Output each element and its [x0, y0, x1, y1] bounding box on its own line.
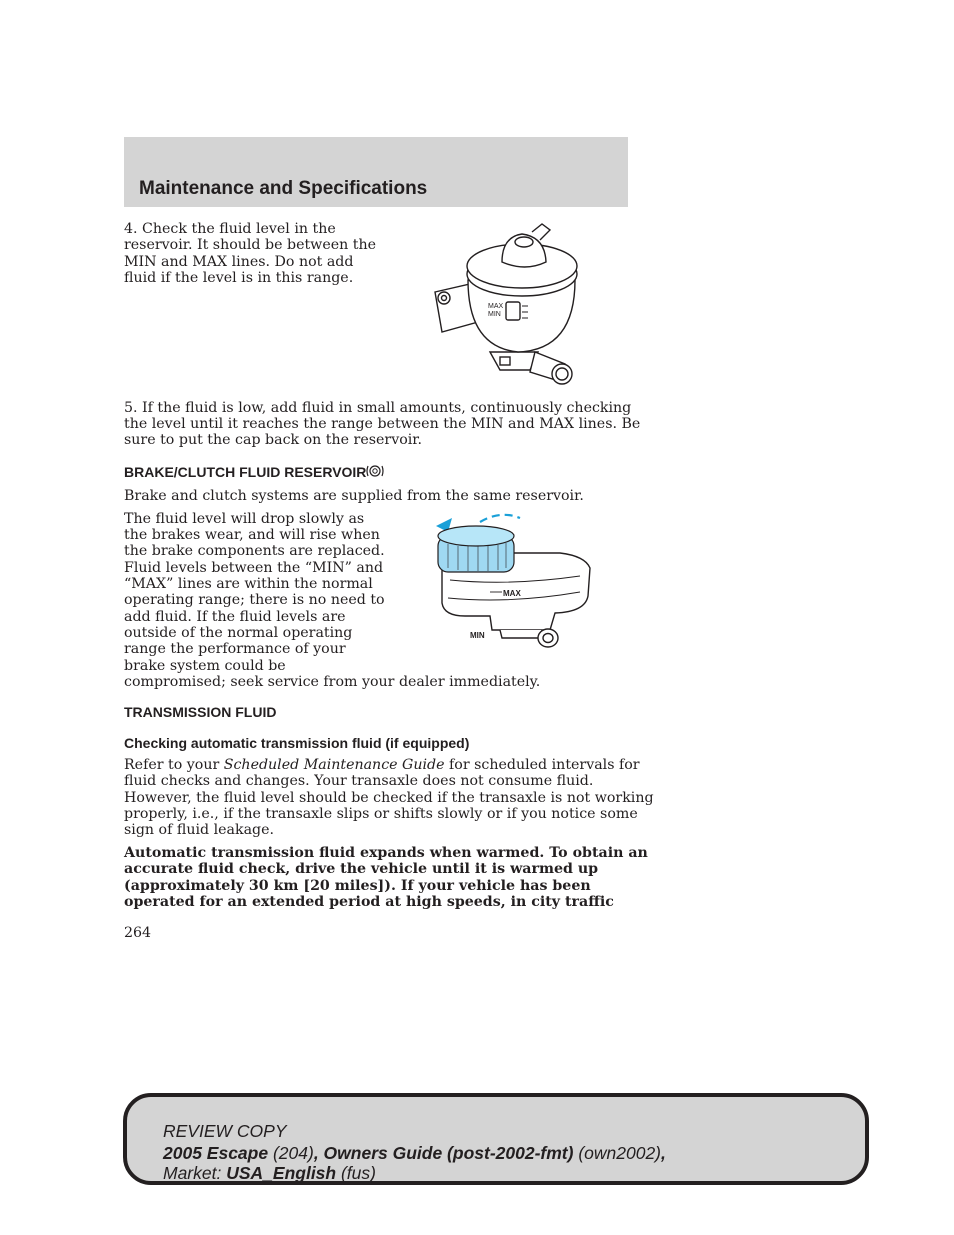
brake-body-line-7: add fluid. If the fluid levels are [124, 609, 346, 625]
warning-line-4: operated for an extended period at high speeds, in city traffic [124, 894, 614, 910]
market-code: (fus) [336, 1163, 376, 1183]
brake-max-label: MAX [503, 589, 521, 598]
transmission-p1-line-1 [124, 757, 640, 773]
p1-suffix: for scheduled intervals for [444, 757, 640, 773]
brake-body-line-1: The fluid level will drop slowly as [124, 511, 365, 527]
market-label: Market: [163, 1163, 227, 1183]
market-name: USA_English [226, 1163, 337, 1183]
step5-line-1: 5. If the fluid is low, add fluid in small amounts, continuously checking [124, 400, 632, 416]
section-title: Maintenance and Specifications [139, 178, 428, 199]
max-mark-label: MAX [488, 303, 504, 310]
brake-body-last-line: compromised; seek service from your dealer immediately. [124, 674, 541, 690]
brake-intro: Brake and clutch systems are supplied from the same reservoir. [124, 488, 584, 504]
section-header-band [124, 137, 628, 207]
p1-prefix: Refer to your [124, 757, 224, 773]
brake-body-line-9: range the performance of your [124, 641, 346, 657]
brake-body-line-10: brake system could be [124, 658, 286, 674]
review-copy-box [123, 1093, 869, 1185]
model-code: (204) [268, 1143, 314, 1163]
fluid-reservoir-illustration [430, 222, 595, 387]
step5-line-3: sure to put the cap back on the reservoir. [124, 432, 423, 448]
scheduled-maintenance-guide-ref: Scheduled Maintenance Guide [223, 757, 445, 773]
brake-reservoir-illustration [430, 508, 595, 653]
brake-body-line-5: “MAX” lines are within the normal [124, 576, 373, 592]
review-model-line [163, 1143, 666, 1163]
brake-fluid-symbol-icon [366, 462, 384, 480]
transmission-p1-line-4: properly, i.e., if the transaxle slips or shifts slowly or if you notice some [124, 806, 638, 822]
guide-name: Owners Guide (post-2002-fmt) [323, 1143, 574, 1163]
brake-min-label: MIN [470, 631, 485, 640]
warning-line-3: (approximately 30 km [20 miles]). If your vehicle has been [124, 878, 591, 894]
step4-line-2: reservoir. It should be between the [124, 237, 376, 253]
step4-line-3: MIN and MAX lines. Do not add [124, 254, 354, 270]
model-name: 2005 Escape [163, 1143, 269, 1163]
review-market-line [163, 1163, 376, 1183]
min-mark-label: MIN [488, 311, 501, 318]
transmission-p1-line-5: sign of fluid leakage. [124, 822, 275, 838]
brake-reservoir-heading [124, 462, 384, 480]
transmission-subheading: Checking automatic transmission fluid (if equipped) [124, 735, 470, 751]
guide-code: (own2002) [573, 1143, 662, 1163]
step5-line-2: the level until it reaches the range between the MIN and MAX lines. Be [124, 416, 641, 432]
separator-1: , [313, 1143, 324, 1163]
separator-2: , [661, 1143, 666, 1163]
transmission-p1-line-3: However, the fluid level should be checked if the transaxle is not working [124, 790, 654, 806]
brake-body-line-2: the brakes wear, and will rise when [124, 527, 380, 543]
brake-heading-text: BRAKE/CLUTCH FLUID RESERVOIR [124, 464, 367, 480]
brake-body-line-3: the brake components are replaced. [124, 543, 385, 559]
transmission-p1-line-2: fluid checks and changes. Your transaxle does not consume fluid. [124, 773, 594, 789]
review-copy-label: REVIEW COPY [163, 1121, 287, 1141]
step4-line-4: fluid if the level is in this range. [124, 270, 354, 286]
brake-body-line-4: Fluid levels between the “MIN” and [124, 560, 384, 576]
warning-line-2: accurate fluid check, drive the vehicle until it is warmed up [124, 861, 599, 877]
brake-body-line-8: outside of the normal operating [124, 625, 353, 641]
transmission-heading: TRANSMISSION FLUID [124, 704, 277, 720]
brake-body-line-6: operating range; there is no need to [124, 592, 385, 608]
warning-line-1: Automatic transmission fluid expands when warmed. To obtain an [124, 845, 648, 861]
page-number: 264 [124, 925, 152, 941]
step4-line-1: 4. Check the fluid level in the [124, 221, 336, 237]
